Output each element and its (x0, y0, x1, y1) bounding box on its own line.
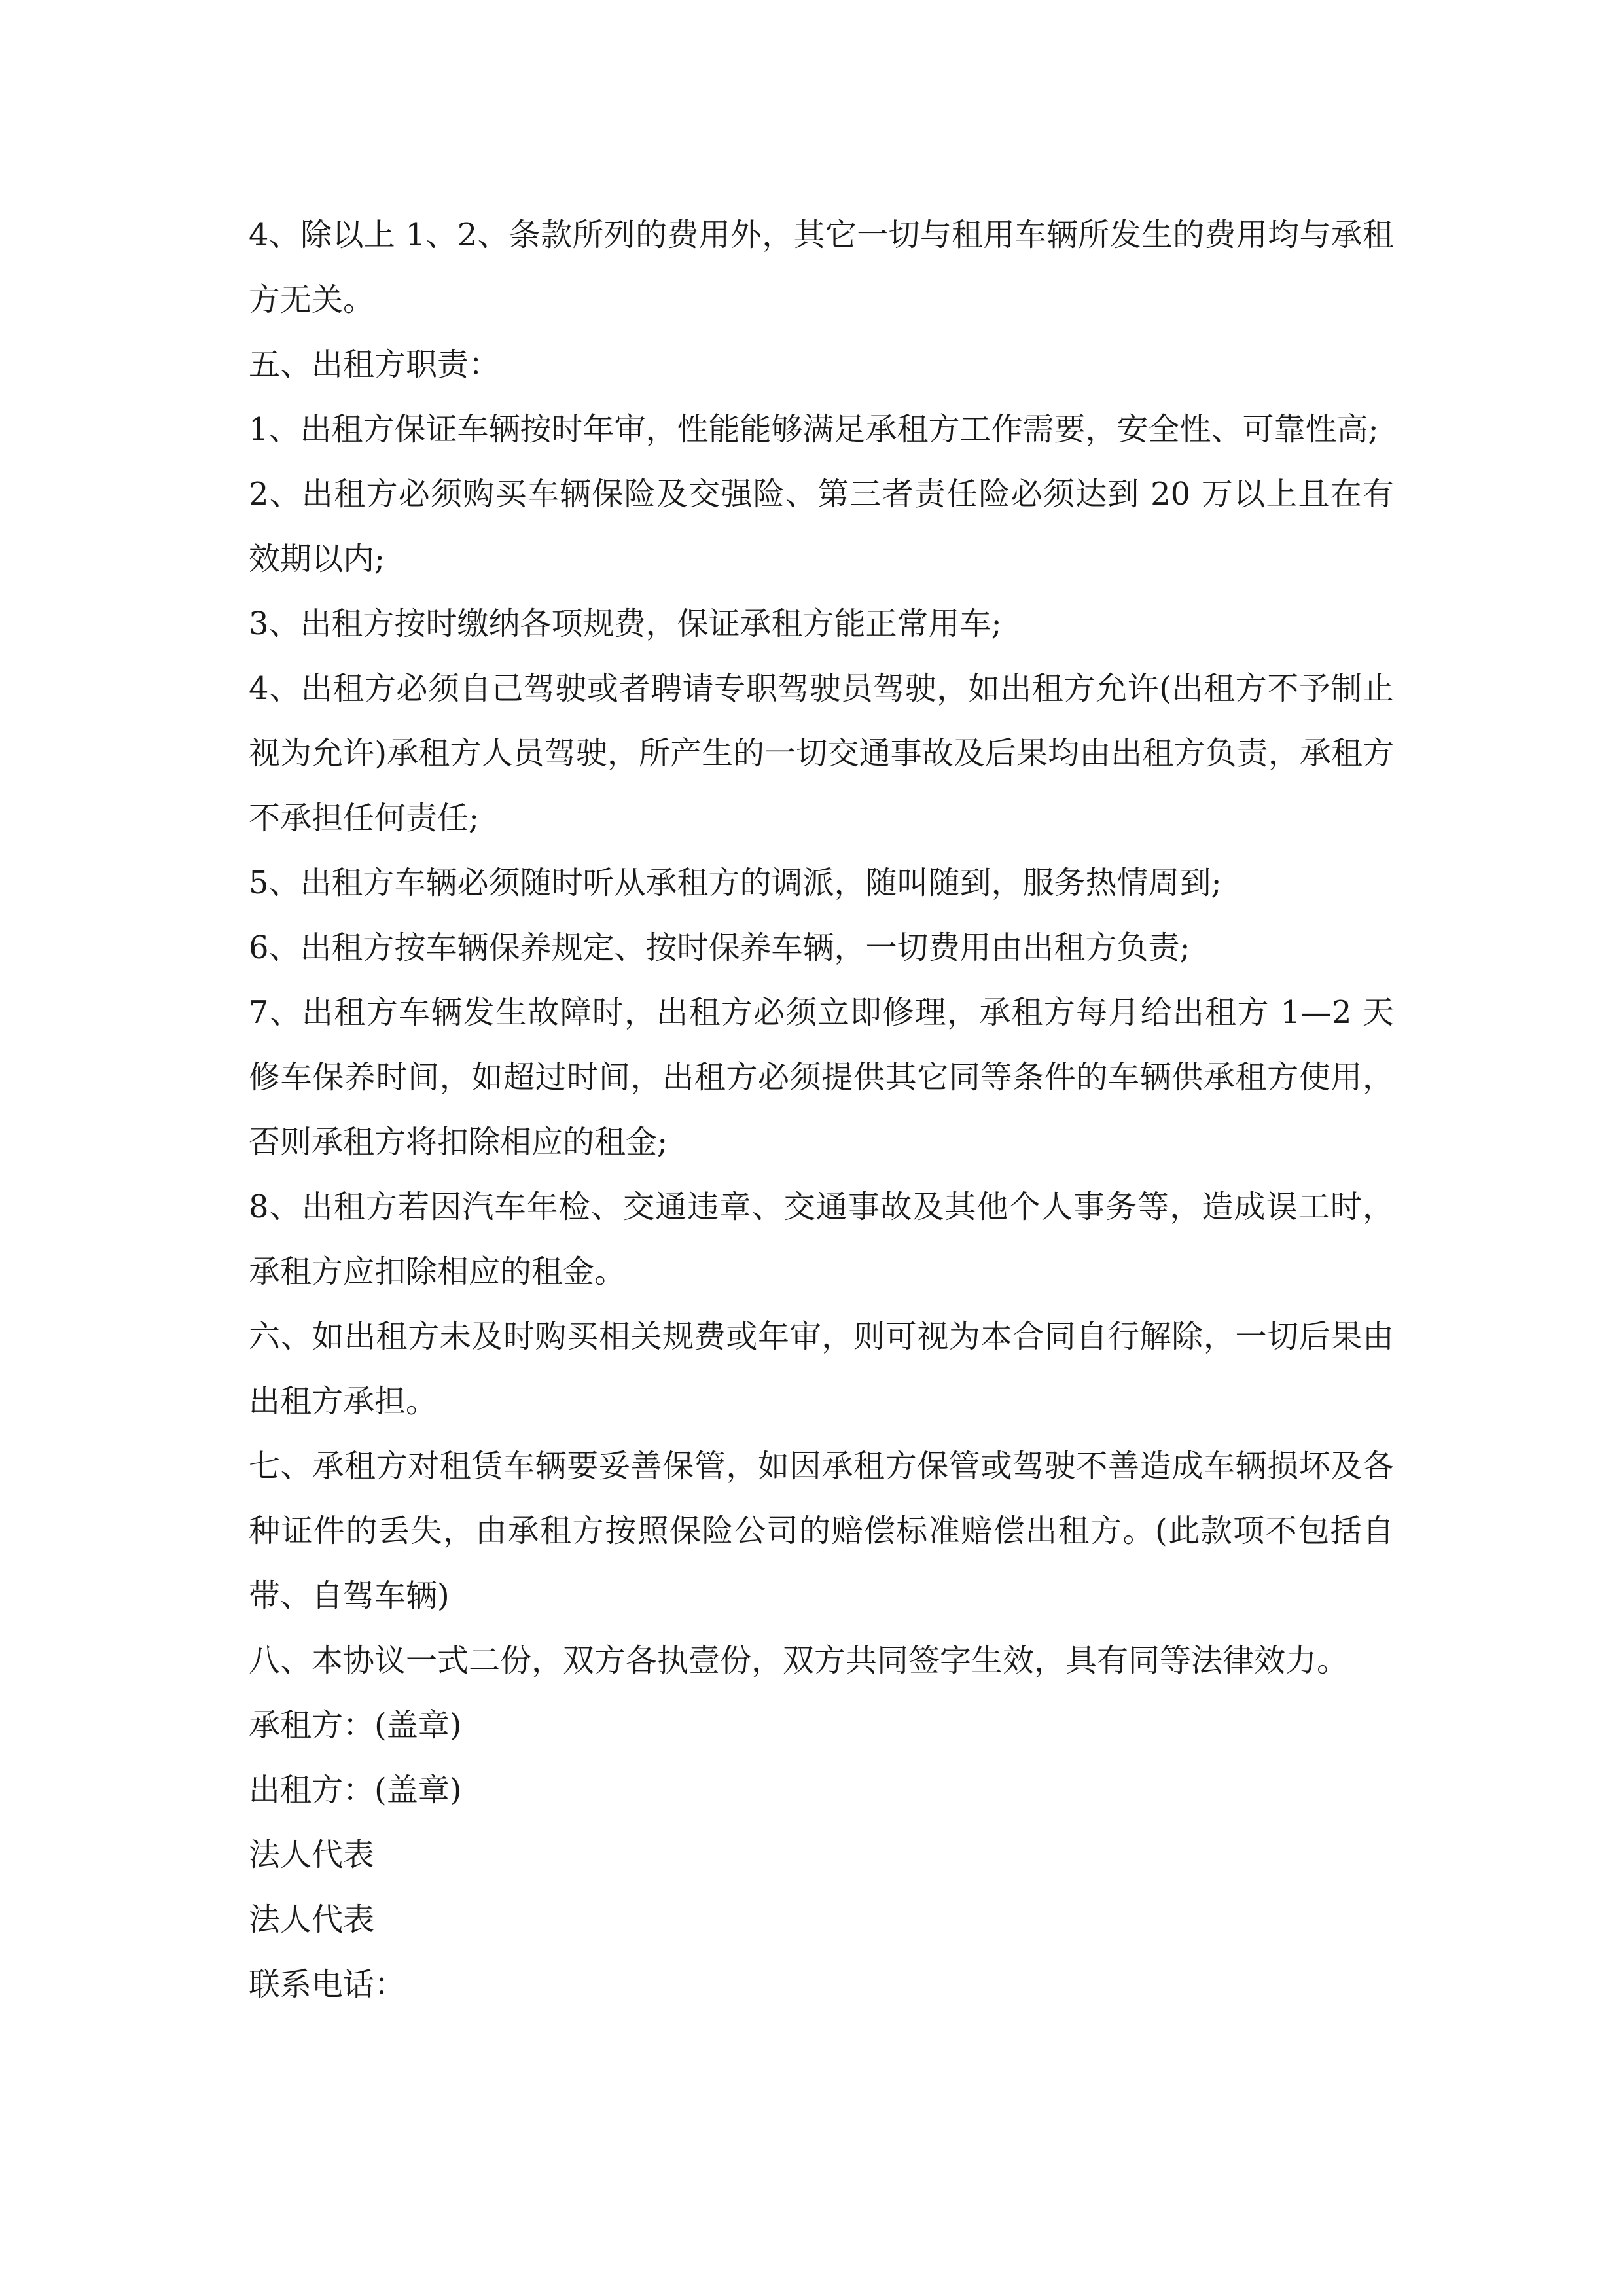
lessee-seal-line: 承租方：(盖章) (249, 1707, 462, 1744)
document-body (249, 203, 1394, 2017)
lessor-duty-7: 7、出租方车辆发生故障时，出租方必须立即修理，承租方每月给出租方 1—2 天修车保养时间，如超过时间，出租方必须提供其它同等条件的车辆供承租方使用，否则承租方将扣除相应的租金; (249, 994, 1394, 1160)
section-6: 六、如出租方未及时购买相关规费或年审，则可视为本合同自行解除，一切后果由出租方承担。 (249, 1318, 1394, 1420)
lessor-duty-8: 8、出租方若因汽车年检、交通违章、交通事故及其他个人事务等，造成误工时，承租方应扣除相应的租金。 (249, 1189, 1394, 1290)
lessor-duty-5: 5、出租方车辆必须随时听从承租方的调派，随叫随到，服务热情周到; (249, 865, 1222, 901)
clause-4-other-costs: 4、除以上 1、2、条款所列的费用外，其它一切与租用车辆所发生的费用均与承租方无关。 (249, 217, 1394, 318)
section-7: 七、承租方对租赁车辆要妥善保管，如因承租方保管或驾驶不善造成车辆损坏及各种证件的丢失，由承租方按照保险公司的赔偿标准赔偿出租方。(此款项不包括自带、自驾车辆) (249, 1448, 1394, 1614)
lessor-seal-line: 出租方：(盖章) (249, 1772, 462, 1808)
lessor-duty-4: 4、出租方必须自己驾驶或者聘请专职驾驶员驾驶，如出租方允许(出租方不予制止视为允许)承租方人员驾驶，所产生的一切交通事故及后果均由出租方负责，承租方不承担任何责任; (249, 670, 1394, 836)
section-8: 八、本协议一式二份，双方各执壹份，双方共同签字生效，具有同等法律效力。 (249, 1642, 1349, 1679)
lessor-duty-1: 1、出租方保证车辆按时年审，性能能够满足承租方工作需要，安全性、可靠性高; (249, 411, 1379, 448)
legal-rep-line-1: 法人代表 (249, 1837, 375, 1873)
contact-phone-line: 联系电话： (249, 1966, 406, 2003)
lessor-duty-3: 3、出租方按时缴纳各项规费，保证承租方能正常用车; (249, 605, 1002, 642)
lessor-duty-6: 6、出租方按车辆保养规定、按时保养车辆，一切费用由出租方负责; (249, 929, 1190, 966)
lessor-duty-2: 2、出租方必须购买车辆保险及交强险、第三者责任险必须达到 20 万以上且在有效期以内; (249, 476, 1394, 577)
legal-rep-line-2: 法人代表 (249, 1901, 375, 1938)
section-5-heading: 五、出租方职责： (249, 346, 501, 383)
